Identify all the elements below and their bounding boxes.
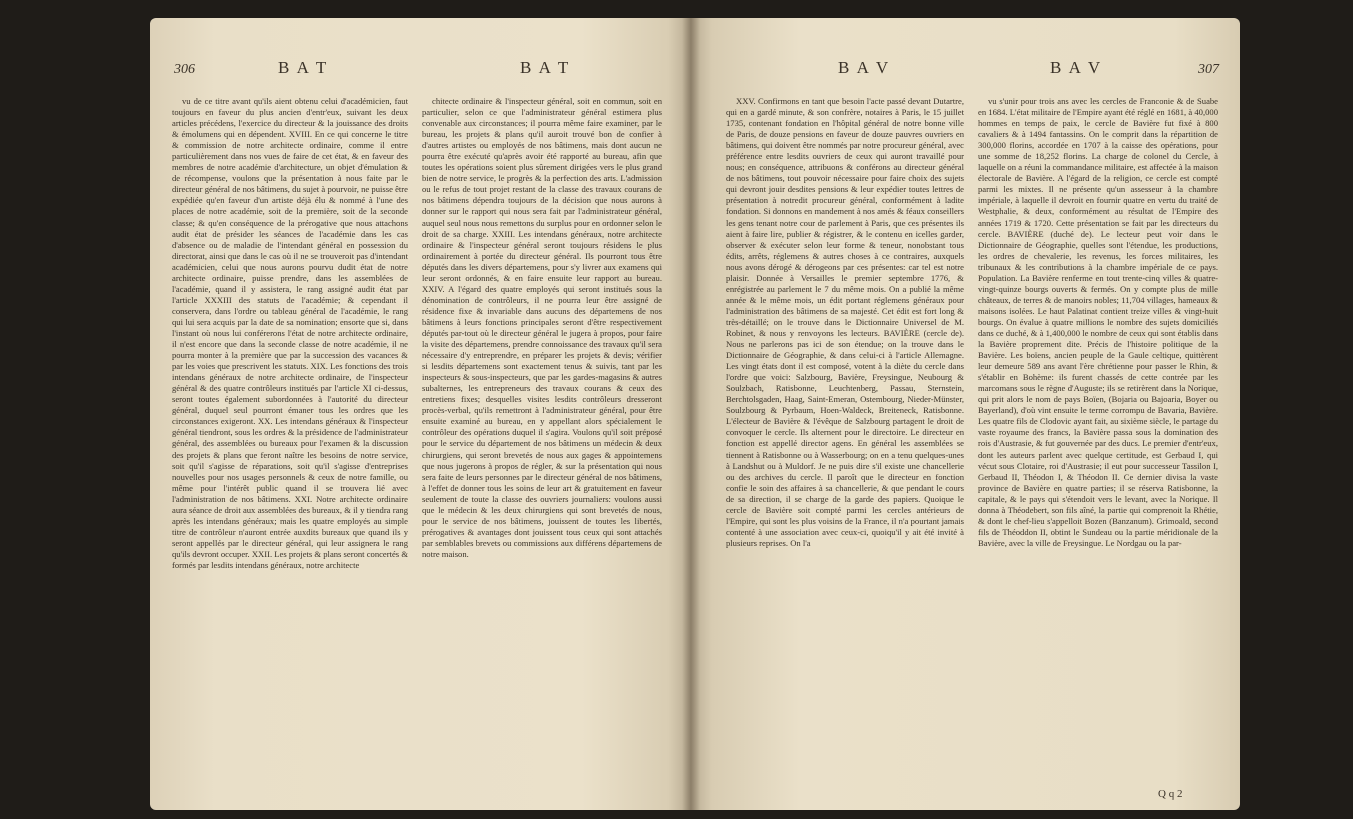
left-page-number: 306 xyxy=(174,62,195,77)
right-page-column-2 xyxy=(978,96,1218,786)
signature-mark: Q q 2 xyxy=(1158,788,1183,800)
right-page-column-1 xyxy=(726,96,964,786)
left-column-1-text: vu de ce titre avant qu'ils aient obtenu celui d'académicien, faut toujours en faveur du plus ancien d'entr'eux, suivant les deux articles précédens, l'exercice du directeur & la jouissance des droits & émolumens qui en dépendent. XVIII. En ce qui concerne le titre & commission de notre architecte ordinaire, comme il entre particulièrement dans nos vues de faire de cet état, & en faveur des membres de notre académie d'architecture, un objet d'émulation & de récompense, voulons que la présentation à nous faite par le directeur général de nos bâtimens, du sujet à pourvoir, ne puisse être expédiée qu'en faveur d'un artiste déjà élu & nommé à l'une des places de notre académie, soit de la première, soit de la seconde classe; & qu'en conséquence de la prérogative que nous attachons audit état de présider les séances de l'académie dans les cas d'absence ou de maladie de l'intendant général en possession du directorat, ainsi que dans le cas où il ne se trouveroit pas d'intendant académicien, celui que nous aurons pourvu dudit état de notre architecte ordinaire, puisse prendre, dans les assemblées de l'académie, quand il y assistera, le rang assigné audit état par l'article XXXIII des statuts de l'académie; & cependant il conservera, dans l'ordre ou tableau général de l'académie, le rang qui lui sera acquis par la date de sa nomination; ensorte que si, dans l'instant où nous lui conférerons l'état de notre architecte ordinaire, il n'est encore que dans la seconde classe de notre académie, il ne pourra monter à la première que par la succession des vacances & par les voies que prescrivent les statuts. XIX. Les fonctions des trois intendans généraux de notre architecte ordinaire, de l'inspecteur général & des quatre contrôleurs institués par l'article XI ci-dessus, seront toutes également subordonnées à l'autorité du directeur général, duquel seul pourront émaner tous les ordres que les circonstances exigeront. XX. Les intendans généraux & l'inspecteur général tiendront, sous les ordres & la présidence de l'administrateur général, des assemblées ou bureaux pour l'examen & la discussion des projets & plans que feront naître les besoins de notre service, soit qu'il s'agisse de réparations, soit qu'il s'agisse d'entreprises nouvelles pour nos usages personnels & ceux de notre famille, ou même pour l'intérêt public quand il se trouvera lié avec l'administration de nos bâtimens. XXI. Notre architecte ordinaire aura séance de droit aux assemblées des bureaux, & il y tiendra rang après les intendans généraux; mais les quatre employés au simple titre de contrôleur n'auront entrée auxdits bureaux que quand ils y seront appellés par le directeur général, qui leur assignera le rang qu'ils devront occuper. XXII. Les projets & plans seront concertés & formés par lesdits intendans généraux, notre architecte xyxy=(172,96,408,570)
right-page xyxy=(690,18,1240,810)
left-column-2-text: chitecte ordinaire & l'inspecteur général, soit en commun, soit en particulier, selon ce que l'administrateur général estimera plus convenable aux circonstances; il pourra même faire examiner, par le bureau, les projets & plans qu'il auroit trouvé bon de confier à d'autres artistes ou employés de nos bâtimens, mais dont aucun ne pourra être exécuté qu'après avoir été rapporté au bureau, afin que toutes les opérations soient plus sûrement dirigées vers le plus grand bien de notre service, le progrès & la perfection des arts. L'admission ou le refus de tout projet restant de la classe des travaux courans de nos bâtimens dépendra toujours de la décision que nous aurons à donner sur le rapport qui nous sera fait par l'administrateur général, auquel seul nous nous remettons du surplus pour en ordonner selon le droit de sa charge. XXIII. Les intendans généraux, notre architecte ordinaire & l'inspecteur général seront toujours résidens le plus ordinairement à portée du directeur général. Ils pourront tous être députés dans les divers départemens, pour s'y livrer aux examens qui leur seront ordonnés, & en faire ensuite leur rapport au bureau. XXIV. A l'égard des quatre employés qui seront institués sous la dénomination de contrôleurs, il ne pourra leur être assigné de résidence fixe & invariable dans aucuns des départemens de nos bâtimens à leurs fonctions principales seront d'être respectivement députés par-tout où le directeur général le jugera à propos, pour faire la visite des départemens, prendre connoissance des travaux qu'il sera nécessaire d'y entreprendre, en préparer les projets & devis; vérifier si lesdits départemens sont exactement tenus & suivis, tant par les inspecteurs & sous-inspecteurs, que par les gardes-magasins & autres subalternes, les entrepreneurs des travaux courans & ceux des entretiens fixes; desquelles visites lesdits contrôleurs dresseront procès-verbal, qu'ils remettront à l'administrateur général, pour être ensuite examiné au bureau, en y appellant alors spécialement le contrôleur des opérations duquel il s'agira. Voulons qu'il soit préposé pour le service du département de nos bâtimens un médecin & deux chirurgiens, qui seront brevetés de nous aux gages & appointemens que nous jugerons à propos de régler, & sur la présentation qui nous sera faite de leurs personnes par le directeur général de nos bâtimens, à l'effet de donner tous les soins de leur art & gratuitement en faveur seulement de toute la classe des ouvriers journaliers: voulons aussi que le médecin & les deux chirurgiens qui sont brevetés de nous, pour le service de nos bâtimens, jouissent de toutes les libertés, prérogatives & avantages dont jouissent tous ceux qui sont attachés par semblables brevets ou commissions aux différens départemens de notre maison. xyxy=(422,96,662,559)
left-page-column-2 xyxy=(422,96,662,786)
right-page-heading-left: B A V xyxy=(838,58,891,77)
left-page-heading-right: B A T xyxy=(520,58,571,77)
open-book xyxy=(150,18,1240,810)
right-page-number: 307 xyxy=(1198,62,1219,77)
left-page xyxy=(150,18,690,810)
right-page-heading-right: B A V xyxy=(1050,58,1103,77)
left-page-heading-left: B A T xyxy=(278,58,329,77)
right-column-1-text: XXV. Confirmons en tant que besoin l'acte passé devant Dutartre, qui en a gardé minute, & son confrère, notaires à Paris, le 15 juillet 1735, contenant fondation en l'hôpital général de notre bonne ville de Paris, de douze pensions en faveur de douze pauvres ouvriers en bâtimens, qui doivent être nommés par notre procureur général, avec préférence entre lesdits ouvriers de ceux qui auront travaillé pour nous; en conséquence, attribuons & conférons au directeur général de nos bâtimens, tout pouvoir nécessaire pour faire choix des sujets qui devront jouir desdites pensions & leur expédier toutes lettres de présentation à notredit procureur général, conformément à ladite fondation. Si donnons en mandement à nos amés & féaux conseillers les gens tenant notre cour de parlement à Paris, que ces présentes ils aient à faire lire, publier & régistrer, & le contenu en icelles garder, observer & exécuter selon leur forme & teneur, nonobstant tous édits, arrêts, réglemens & autres choses à ce contraires, auxquels nous avons dérogé & dérogeons par ces présentes: car tel est notre plaisir. Donnée à Versailles le premier septembre 1776, & enrégistrée au parlement le 7 du même mois. On a publié la même année & le même mois, un édit portant réglemens généraux pour l'administration des bâtimens de sa majesté. Cet édit est fort long & très-détaillé; on le trouve dans le Dictionnaire Universel de M. Robinet, & nous y renvoyons les lecteurs. BAVIÈRE (cercle de). Nous ne parlerons pas ici de son étendue; on la trouve dans le Dictionnaire de Géographie, & dans celui-ci à l'article Allemagne. Les vingt états dont il est composé, votent à la diète du cercle dans l'ordre que voici: Salzbourg, Bavière, Freysingue, Neubourg & Soulzbach, Ratisbonne, Leuchtenberg, Passau, Sternstein, Berchtolsgaden, Haag, Saint-Emeran, Ostembourg, Nieder-Münster, Soulzbourg & Pyrbaum, Hoen-Waldeck, Breiteneck, Ratisbonne. L'électeur de Bavière & l'évêque de Salzbourg partagent le droit de convoquer le cercle. Ils alternent pour le directoire. Le directeur en fonction est appellé director agens. En général les assemblées se tiennent à Ratisbonne ou à Wasserbourg; on en a tenu quelques-unes à Landshut ou à Muldorf. Je ne puis dire s'il existe une chancellerie ou des archives du cercle. Il paroît que le directeur en fonction confie le soin des affaires à sa chancellerie, & que pendant le cours de sa direction, il se charge de la garde des papiers. Quoique le cercle de Bavière soit compté parmi les cercles antérieurs de l'Empire, qui sont les plus voisins de la France, il n'a pourtant jamais contenté à une association avec ceux-ci, quoiqu'il y ait été invité à plusieurs reprises. On l'a xyxy=(726,96,964,548)
left-page-column-1 xyxy=(172,96,408,786)
right-column-2-text: vu s'unir pour trois ans avec les cercles de Franconie & de Suabe en 1684. L'état militaire de l'Empire ayant été réglé en 1681, à 40,000 hommes en temps de paix, le cercle de Bavière fut fixé à 800 cavaliers & à 1494 fantassins. On le comprit dans la répartition de 300,000 florins, accordée en 1707 à la caisse des opérations, pour une somme de 18,252 florins. La charge de colonel du Cercle, à laquelle on a réuni la commandance militaire, est affectée à la maison électorale de Bavière. A l'égard de la religion, ce cercle est compté parmi les mixtes. Il ne présente qu'un assesseur à la chambre impériale, à laquelle il devroit en fournir quatre en vertu du traité de Westphalie, & deux, conformément au résultat de l'Empire des années 1719 & 1720. Cette présentation se fait par les directeurs du cercle. BAVIÈRE (duché de). Le lecteur peut voir dans le Dictionnaire de Géographie, quelles sont l'étendue, les productions, les ordres de chevalerie, les revenus, les forces militaires, les tribunaux & les contributions à la chambre impériale de ce pays. Population. La Bavière renferme en tout trente-cinq villes & quatre-vingt-quinze bourgs ouverts & fermés. On y compte plus de mille châteaux, de terres & de manoirs nobles; 11,704 villages, hameaux & maisons isolées. Le haut Palatinat contient treize villes & vingt-huit bourgs. On évalue à quatre millions le nombre des sujets domiciliés dans ce duché, & à 1,400,000 le nombre de ceux qui sont établis dans la Bavière proprement dite. Précis de l'histoire politique de la Bavière. Les boïens, ancien peuple de la Gaule celtique, quittèrent leur demeure 589 ans avant l'ère chrétienne pour passer le Rhin, & s'établir en Bohème: ils furent chassés de cette contrée par les marcomans sous le règne d'Auguste; ils se retirèrent dans la Norique, qui prit alors le nom de pays Boïen, (Bojaria ou Bajoaria, Boyer ou Bayerland), d'où vint ensuite le terme corrompu de Bavaria, Bavière. Les quatre fils de Clodovic ayant fait, au sixième siècle, le partage du vaste royaume des francs, la Bavière passa sous la domination des rois d'Austrasie, & fut gouvernée par des ducs. Le premier d'entr'eux, dont les auteurs parlent avec quelque certitude, est Gerbaud I, qui vécut sous Clotaire, roi d'Austrasie; il eut pour successeur Tassilon I, Gerbaud II, Théodon I, & Théodon II. Ce dernier divisa la vaste province de Bavière en quatre parties; il se réserva Ratisbonne, la capitale, & le pays qui s'étendoit vers le levant, avec la Norique. Il donna à Théodebert, son fils aîné, la partie qui comprenoit la Rhétie, & dont le chef-lieu s'appelloit Bozen (Banzanum). Grimoald, second fils de Théoddon II, obtint le Sundeau ou la partie méridionale de la Bavière, avec la ville de Freysingue. Le Nordgau ou la par- xyxy=(978,96,1218,548)
book-gutter xyxy=(682,18,700,810)
